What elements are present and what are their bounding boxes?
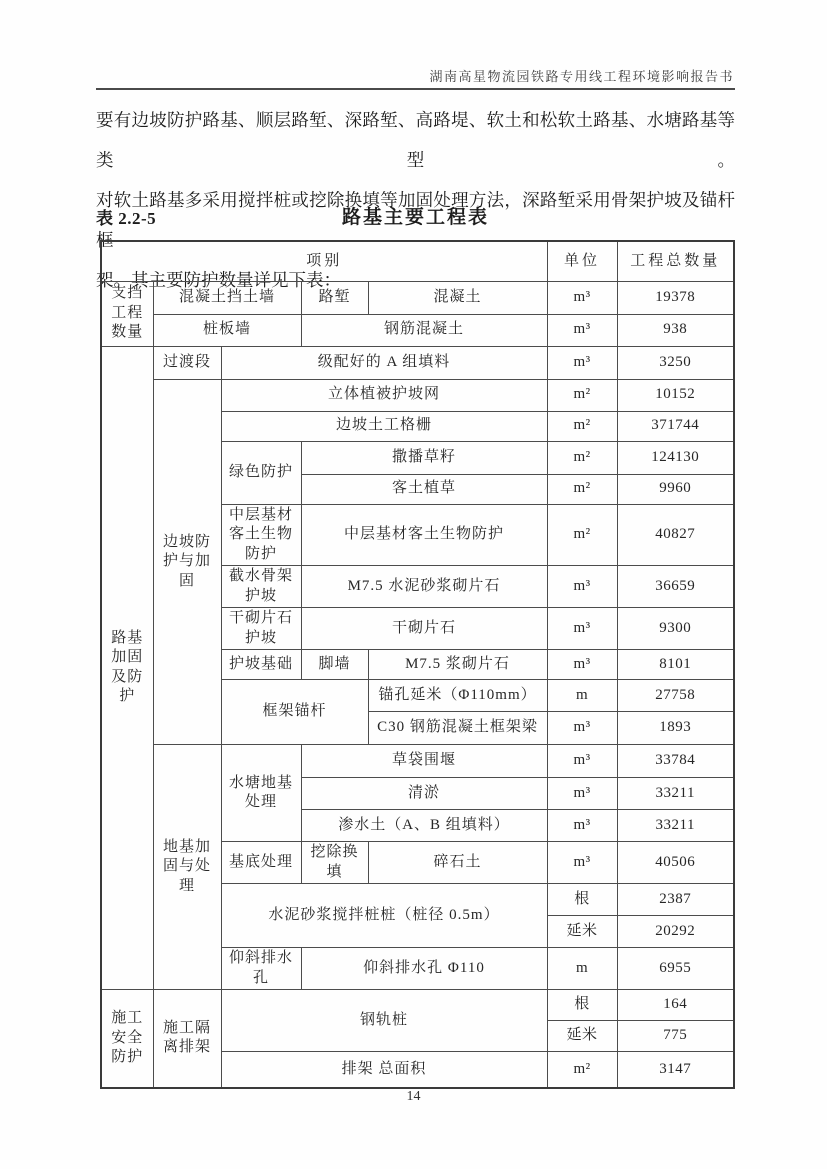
item-cell: 草袋围堰	[301, 745, 547, 778]
unit-cell: m²	[547, 1052, 617, 1088]
subsubgroup-cell-drain-hole: 仰斜排水孔	[221, 948, 301, 990]
value-cell: 164	[617, 990, 734, 1021]
item-cell: 仰斜排水孔 Φ110	[301, 948, 547, 990]
unit-cell: 根	[547, 884, 617, 916]
item-cell: 级配好的 A 组填料	[221, 346, 547, 379]
header-rule	[96, 88, 735, 90]
page-header-title: 湖南高星物流园铁路专用线工程环境影响报告书	[429, 69, 734, 84]
unit-cell: 延米	[547, 916, 617, 948]
unit-cell: m²	[547, 441, 617, 474]
unit-cell: m³	[547, 314, 617, 346]
paragraph-line-2: 对软土路基多采用搅拌桩或挖除换填等加固处理方法，深路堑采用骨架护坡及锚杆框	[96, 190, 735, 250]
item-cell: 客土植草	[301, 474, 547, 504]
item-cell: 中层基材客土生物防护	[301, 504, 547, 566]
subsubgroup-cell: 截水骨架护坡	[221, 566, 301, 608]
header-item-cell: 项别	[101, 241, 547, 281]
item-cell: M7.5 浆砌片石	[368, 650, 547, 680]
unit-cell: m³	[547, 608, 617, 650]
item-cell: 碎石土	[368, 842, 547, 884]
value-cell: 33784	[617, 745, 734, 778]
subgroup-cell: 脚墙	[301, 650, 368, 680]
value-cell: 124130	[617, 441, 734, 474]
value-cell: 40506	[617, 842, 734, 884]
value-cell: 9960	[617, 474, 734, 504]
paragraph-line-3: 架。其主要防护数量详见下表：	[96, 270, 341, 290]
value-cell: 33211	[617, 778, 734, 810]
value-cell: 6955	[617, 948, 734, 990]
item-cell: 渗水土（A、B 组填料）	[301, 810, 547, 842]
value-cell: 938	[617, 314, 734, 346]
item-cell: 立体植被护坡网	[221, 379, 547, 411]
subsubgroup-cell-frame-anchor: 框架锚杆	[221, 680, 368, 745]
item-cell: M7.5 水泥砂浆砌片石	[301, 566, 547, 608]
unit-cell: m³	[547, 842, 617, 884]
subsubgroup-cell: 护坡基础	[221, 650, 301, 680]
item-cell: 撒播草籽	[301, 441, 547, 474]
item-cell: 排架 总面积	[221, 1052, 547, 1088]
subgroup-cell-transition: 过渡段	[153, 346, 221, 379]
group-cell-roadbed-reinforcement: 路基加固及防护	[101, 346, 153, 990]
value-cell: 3147	[617, 1052, 734, 1088]
unit-cell: m³	[547, 810, 617, 842]
item-cell: 清淤	[301, 778, 547, 810]
unit-cell: m²	[547, 411, 617, 441]
subsubgroup-cell-green-protection: 绿色防护	[221, 441, 301, 504]
value-cell: 20292	[617, 916, 734, 948]
value-cell: 27758	[617, 680, 734, 712]
group-cell-construction-safety: 施工安全防护	[101, 990, 153, 1088]
item-cell: 锚孔延米（Φ110mm）	[368, 680, 547, 712]
unit-cell: m³	[547, 281, 617, 314]
unit-cell: m²	[547, 474, 617, 504]
header-unit-cell: 单位	[547, 241, 617, 281]
item-cell: C30 钢筋混凝土框架梁	[368, 712, 547, 745]
subgroup-cell-foundation-treatment: 地基加固与处理	[153, 745, 221, 990]
unit-cell: m	[547, 948, 617, 990]
unit-cell: m²	[547, 504, 617, 566]
item-cell: 钢筋混凝土	[301, 314, 547, 346]
value-cell: 2387	[617, 884, 734, 916]
table-caption-label: 表 2.2-5	[96, 209, 157, 228]
unit-cell: m³	[547, 346, 617, 379]
value-cell: 371744	[617, 411, 734, 441]
unit-cell: m³	[547, 566, 617, 608]
table-caption-title: 路基主要工程表	[341, 207, 489, 228]
item-cell: 边坡土工格栅	[221, 411, 547, 441]
subgroup-cell: 挖除换填	[301, 842, 368, 884]
subgroup-cell-slope-protection: 边坡防护与加固	[153, 379, 221, 745]
subgroup-cell: 桩板墙	[153, 314, 301, 346]
unit-cell: 根	[547, 990, 617, 1021]
unit-cell: m³	[547, 778, 617, 810]
item-cell: 混凝土	[368, 281, 547, 314]
value-cell: 36659	[617, 566, 734, 608]
value-cell: 33211	[617, 810, 734, 842]
value-cell: 3250	[617, 346, 734, 379]
item-cell-rail-pile: 钢轨桩	[221, 990, 547, 1052]
unit-cell: m³	[547, 745, 617, 778]
unit-cell: m²	[547, 379, 617, 411]
value-cell: 775	[617, 1021, 734, 1052]
value-cell: 9300	[617, 608, 734, 650]
unit-cell: m³	[547, 650, 617, 680]
value-cell: 1893	[617, 712, 734, 745]
header-total-cell: 工程总数量	[617, 241, 734, 281]
item-cell: 干砌片石	[301, 608, 547, 650]
roadbed-works-table	[100, 240, 735, 1089]
subsubgroup-cell: 干砌片石护坡	[221, 608, 301, 650]
subgroup-cell: 路堑	[301, 281, 368, 314]
paragraph-line-1: 要有边坡防护路基、顺层路堑、深路堑、高路堤、软土和松软土路基、水塘路基等类型。	[96, 110, 735, 170]
subgroup-cell: 混凝土挡土墙	[153, 281, 301, 314]
value-cell: 40827	[617, 504, 734, 566]
table-caption	[96, 202, 735, 228]
unit-cell: m	[547, 680, 617, 712]
value-cell: 8101	[617, 650, 734, 680]
page-number: 14	[406, 1089, 421, 1104]
item-cell-mixing-pile: 水泥砂浆搅拌桩桩（桩径 0.5m）	[221, 884, 547, 948]
subgroup-cell-isolation-scaffold: 施工隔离排架	[153, 990, 221, 1088]
unit-cell: 延米	[547, 1021, 617, 1052]
subsubgroup-cell: 基底处理	[221, 842, 301, 884]
group-cell-retaining-works: 支挡工程数量	[101, 281, 153, 346]
value-cell: 19378	[617, 281, 734, 314]
subsubgroup-cell-pond-foundation: 水塘地基处理	[221, 745, 301, 842]
unit-cell: m³	[547, 712, 617, 745]
subsubgroup-cell: 中层基材客土生物防护	[221, 504, 301, 566]
value-cell: 10152	[617, 379, 734, 411]
